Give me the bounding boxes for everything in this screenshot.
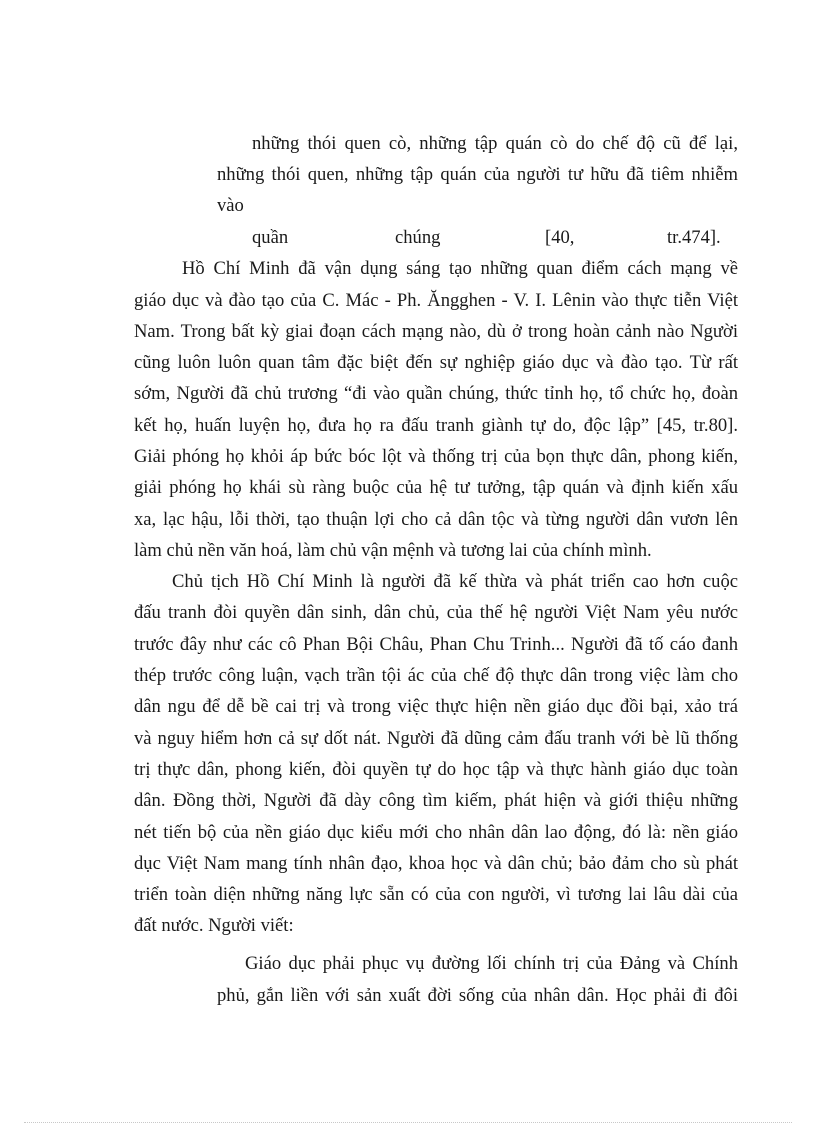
paragraph-line: làm chủ nền văn hoá, làm chủ vận mệnh và tương lai của chính mình. bbox=[134, 540, 652, 561]
paragraph-line: Chủ tịch Hồ Chí Minh là người đã kế thừa và phát triển cao hơn cuộc bbox=[172, 571, 738, 592]
paragraph-line: sớm, Người đã chủ trương “đi vào quần chúng, thức tỉnh họ, tổ chức họ, đoàn bbox=[134, 383, 738, 404]
paragraph-line: triển toàn diện những năng lực sẵn có của con người, vì tương lai lâu dài của bbox=[134, 884, 738, 905]
quote-word: quần bbox=[252, 227, 289, 248]
paragraph-line: giải phóng họ khái sù ràng buộc của hệ tư tưởng, tập quán và định kiến xấu bbox=[134, 477, 738, 498]
paragraph-line: và nguy hiểm hơn cả sự dốt nát. Người đã dũng cảm đấu tranh với bè lũ thống bbox=[134, 728, 738, 749]
quote-line: vào bbox=[217, 195, 244, 216]
paragraph-line: Giải phóng họ khỏi áp bức bóc lột và thống trị của bọn thực dân, phong kiến, bbox=[134, 446, 738, 467]
paragraph-line: cũng luôn luôn quan tâm đặc biệt đến sự nghiệp giáo dục và đào tạo. Từ rất bbox=[134, 352, 738, 373]
paragraph-line: trước đây như các cô Phan Bội Châu, Phan Chu Trinh... Người đã tố cáo đanh bbox=[134, 634, 738, 655]
quote-line: những thói quen, những tập quán của người tư hữu đã tiêm nhiễm bbox=[217, 164, 738, 185]
paragraph-line: dục Việt Nam mang tính nhân đạo, khoa học và dân chủ; bảo đảm cho sù phát bbox=[134, 853, 738, 874]
quote-line: phủ, gắn liền với sản xuất đời sống của nhân dân. Học phải đi đôi bbox=[217, 985, 738, 1006]
paragraph-line: Nam. Trong bất kỳ giai đoạn cách mạng nào, dù ở trong hoàn cảnh nào Người bbox=[134, 321, 738, 342]
paragraph-line: xa, lạc hậu, lỗi thời, tạo thuận lợi cho cả dân tộc và từng người dân vươn lên bbox=[134, 509, 738, 530]
quote-word: chúng bbox=[395, 227, 441, 248]
paragraph-line: kết họ, huấn luyện họ, đưa họ ra đấu tranh giành tự do, độc lập” [45, tr.80]. bbox=[134, 415, 738, 436]
quote-word: tr.474]. bbox=[667, 227, 721, 248]
paragraph-line: thép trước công luận, vạch trần tội ác của chế độ thực dân trong việc làm cho bbox=[134, 665, 738, 686]
paragraph-line: trị thực dân, phong kiến, đòi quyền tự do học tập và thực hành giáo dục toàn bbox=[134, 759, 738, 780]
quote-line: những thói quen cò, những tập quán cò do chế độ cũ để lại, bbox=[252, 133, 738, 154]
paragraph-line: đấu tranh đòi quyền dân sinh, dân chủ, của thế hệ người Việt Nam yêu nước bbox=[134, 602, 738, 623]
quote-line: Giáo dục phải phục vụ đường lối chính trị của Đảng và Chính bbox=[245, 953, 738, 974]
paragraph-line: dân ngu để dễ bề cai trị và trong việc thực hiện nền giáo dục đồi bại, xảo trá bbox=[134, 696, 738, 717]
paragraph-line: nét tiến bộ của nền giáo dục kiểu mới cho nhân dân lao động, đó là: nền giáo bbox=[134, 822, 738, 843]
quote-word: [40, bbox=[545, 227, 575, 248]
paragraph-line: đất nước. Người viết: bbox=[134, 915, 294, 936]
paragraph-line: giáo dục và đào tạo của C. Mác - Ph. Ăngghen - V. I. Lênin vào thực tiễn Việt bbox=[134, 290, 738, 311]
paragraph-line: Hồ Chí Minh đã vận dụng sáng tạo những quan điểm cách mạng về bbox=[182, 258, 738, 279]
paragraph-line: dân. Đồng thời, Người đã dày công tìm kiếm, phát hiện và giới thiệu những bbox=[134, 790, 738, 811]
